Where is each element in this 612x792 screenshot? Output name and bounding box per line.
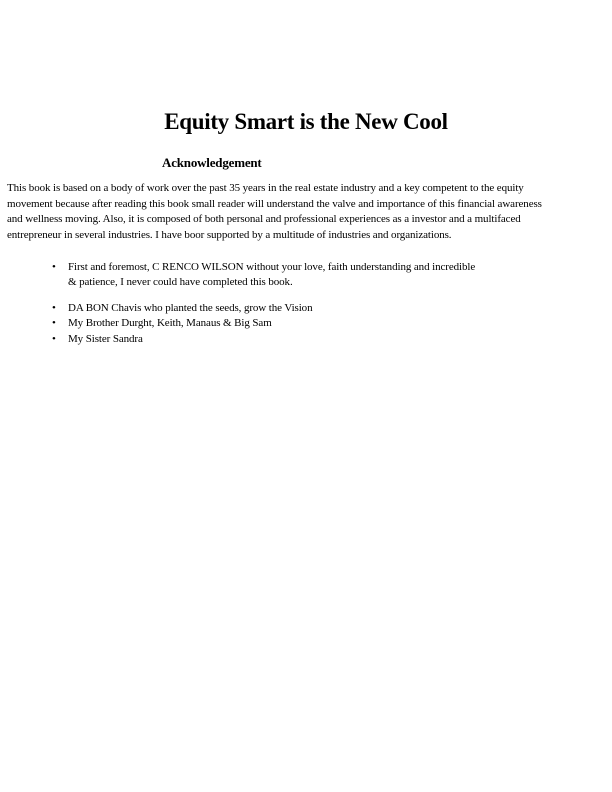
section-heading-acknowledgement: Acknowledgement [162, 155, 262, 170]
paragraph-line: movement because after reading this book small reader will understand the valve and importance of this financial awareness [7, 197, 542, 210]
bullet-icon: • [52, 317, 56, 330]
list-item [0, 301, 580, 316]
list-item-line: First and foremost, C RENCO WILSON without your love, faith understanding and incredible [68, 261, 476, 273]
bullet-icon: • [52, 332, 56, 345]
bullet-icon: • [52, 261, 56, 273]
acknowledgement-paragraph [7, 181, 607, 243]
list-item [0, 332, 580, 347]
list-item [0, 260, 580, 291]
list-item-line: My Sister Sandra [68, 332, 143, 345]
acknowledgement-bullet-list [0, 260, 580, 347]
page-title: Equity Smart is the New Cool [164, 109, 448, 135]
list-item-line: DA BON Chavis who planted the seeds, grow the Vision [68, 301, 313, 314]
bullet-icon: • [52, 301, 56, 314]
paragraph-line: and wellness moving. Also, it is composed of both personal and professional experiences as a investor and a multifaced [7, 213, 521, 226]
paragraph-line: entrepreneur in several industries. I have boor supported by a multitude of industries and organizations. [7, 228, 452, 241]
list-item-line: My Brother Durght, Keith, Manaus & Big Sam [68, 317, 272, 330]
list-item [0, 316, 580, 331]
list-item-line: & patience, I never could have completed this book. [68, 276, 293, 289]
paragraph-line: This book is based on a body of work over the past 35 years in the real estate industry and a key competent to the equity [7, 182, 524, 194]
